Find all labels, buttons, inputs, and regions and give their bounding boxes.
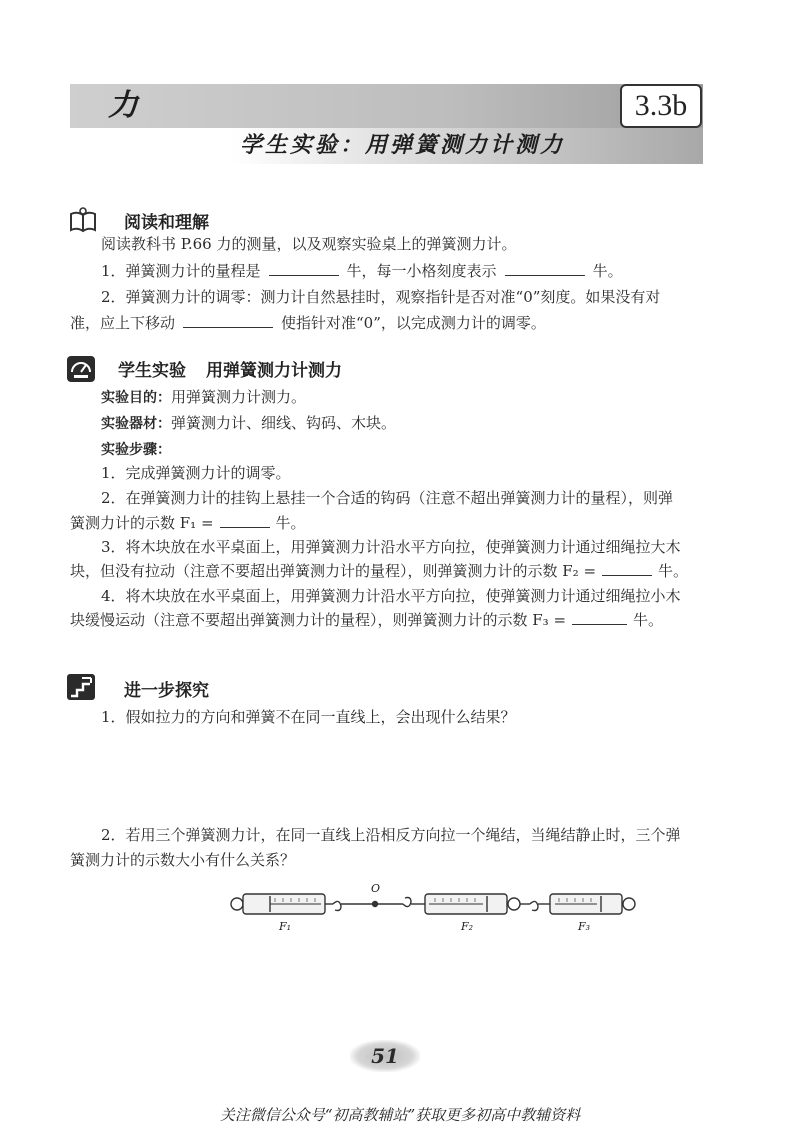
q1-text-a: 1．弹簧测力计的量程是 (101, 262, 261, 280)
page-number: 51 (350, 1040, 420, 1072)
stairs-icon (66, 673, 96, 701)
q2-text-b: 准，应上下移动 (70, 314, 176, 332)
footer-note: 关注微信公众号“初高教辅站”获取更多初高中教辅资料 (219, 1106, 581, 1124)
f1-answer-blank[interactable] (220, 512, 270, 528)
scale-1-ring (231, 898, 243, 910)
reading-book-icon (68, 206, 98, 234)
step-4-cont (70, 608, 730, 632)
f3-label: F₃ (578, 920, 591, 933)
knot-label: O (371, 882, 381, 895)
q2-text-c: 使指针对准“0”，以完成测力计的调零。 (281, 314, 546, 332)
section-number: 3.3b (620, 84, 702, 128)
experiment-equipment (70, 411, 730, 436)
scale-3-ring (623, 898, 635, 910)
step3-text-c: 牛。 (658, 562, 689, 580)
experiment-heading-label: 学生实验 (118, 361, 186, 381)
f3-answer-blank[interactable] (572, 609, 627, 625)
f2-label: F₂ (461, 920, 474, 933)
experiment-heading (118, 356, 342, 381)
scale-1-hook (333, 901, 341, 910)
reading-intro: 阅读教科书 P.66 力的测量，以及观察实验桌上的弹簧测力计。 (101, 235, 517, 253)
step-2-cont (70, 511, 730, 535)
purpose-text: 用弹簧测力计测力。 (171, 388, 307, 406)
zero-adjust-answer-blank[interactable] (183, 312, 273, 328)
scale-2-ring (508, 898, 520, 910)
chapter-banner (70, 84, 703, 128)
scale-3-hook (530, 901, 538, 910)
spring-scales-figure (225, 880, 645, 936)
experiment-purpose (70, 385, 730, 410)
step-4: 4．将木块放在水平桌面上，用弹簧测力计沿水平方向拉，使弹簧测力计通过细绳拉小木 (101, 587, 681, 605)
explore-question-1: 1．假如拉力的方向和弹簧不在同一直线上，会出现什么结果？ (101, 708, 516, 726)
step3-text-b: 块，但没有拉动（注意不要超出弹簧测力计的量程），则弹簧测力计的示数 F₂ = (70, 562, 597, 580)
reading-question-1 (70, 259, 730, 283)
step2-text-c: 牛。 (275, 514, 306, 532)
meter-gauge-icon (66, 355, 96, 383)
explore-question-2-cont: 簧测力计的示数大小有什么关系？ (70, 851, 296, 869)
step-1: 1．完成弹簧测力计的调零。 (101, 464, 291, 482)
step4-text-b: 块缓慢运动（注意不要超出弹簧测力计的量程），则弹簧测力计的示数 F₃ = (70, 611, 567, 629)
range-answer-blank[interactable] (269, 260, 339, 276)
step4-text-c: 牛。 (633, 611, 664, 629)
steps-label: 实验步骤： (101, 442, 171, 458)
q1-text-c: 牛。 (592, 262, 623, 280)
reading-question-2: 2．弹簧测力计的调零：测力计自然悬挂时，观察指针是否对准“0”刻度。如果没有对 (101, 288, 661, 306)
explore-question-2: 2．若用三个弹簧测力计，在同一直线上沿相反方向拉一个绳结，当绳结静止时，三个弹 (101, 826, 681, 844)
step-3-cont (70, 559, 730, 583)
equipment-text: 弹簧测力计、细线、钩码、木块。 (171, 414, 397, 432)
experiment-heading-topic: 用弹簧测力计测力 (206, 361, 342, 381)
f2-answer-blank[interactable] (602, 560, 652, 576)
step-2: 2．在弹簧测力计的挂钩上悬挂一个合适的钩码（注意不超出弹簧测力计的量程），则弹 (101, 489, 674, 507)
division-answer-blank[interactable] (505, 260, 585, 276)
knot-o (373, 902, 378, 907)
reading-question-2-cont (70, 311, 730, 335)
explore-heading: 进一步探究 (124, 681, 209, 701)
chapter-title: 力 (108, 88, 138, 123)
scale-2-hook (403, 898, 411, 907)
reading-heading: 阅读和理解 (124, 213, 209, 233)
step2-text-b: 簧测力计的示数 F₁ = (70, 514, 214, 532)
equipment-label: 实验器材： (101, 416, 171, 432)
page-subtitle: 学生实验：用弹簧测力计测力 (240, 133, 566, 158)
purpose-label: 实验目的： (101, 390, 171, 406)
q1-text-b: 牛，每一小格刻度表示 (346, 262, 497, 280)
step-3: 3．将木块放在水平桌面上，用弹簧测力计沿水平方向拉，使弹簧测力计通过细绳拉大木 (101, 538, 681, 556)
f1-label: F₁ (279, 920, 292, 933)
experiment-steps-label (70, 437, 730, 462)
